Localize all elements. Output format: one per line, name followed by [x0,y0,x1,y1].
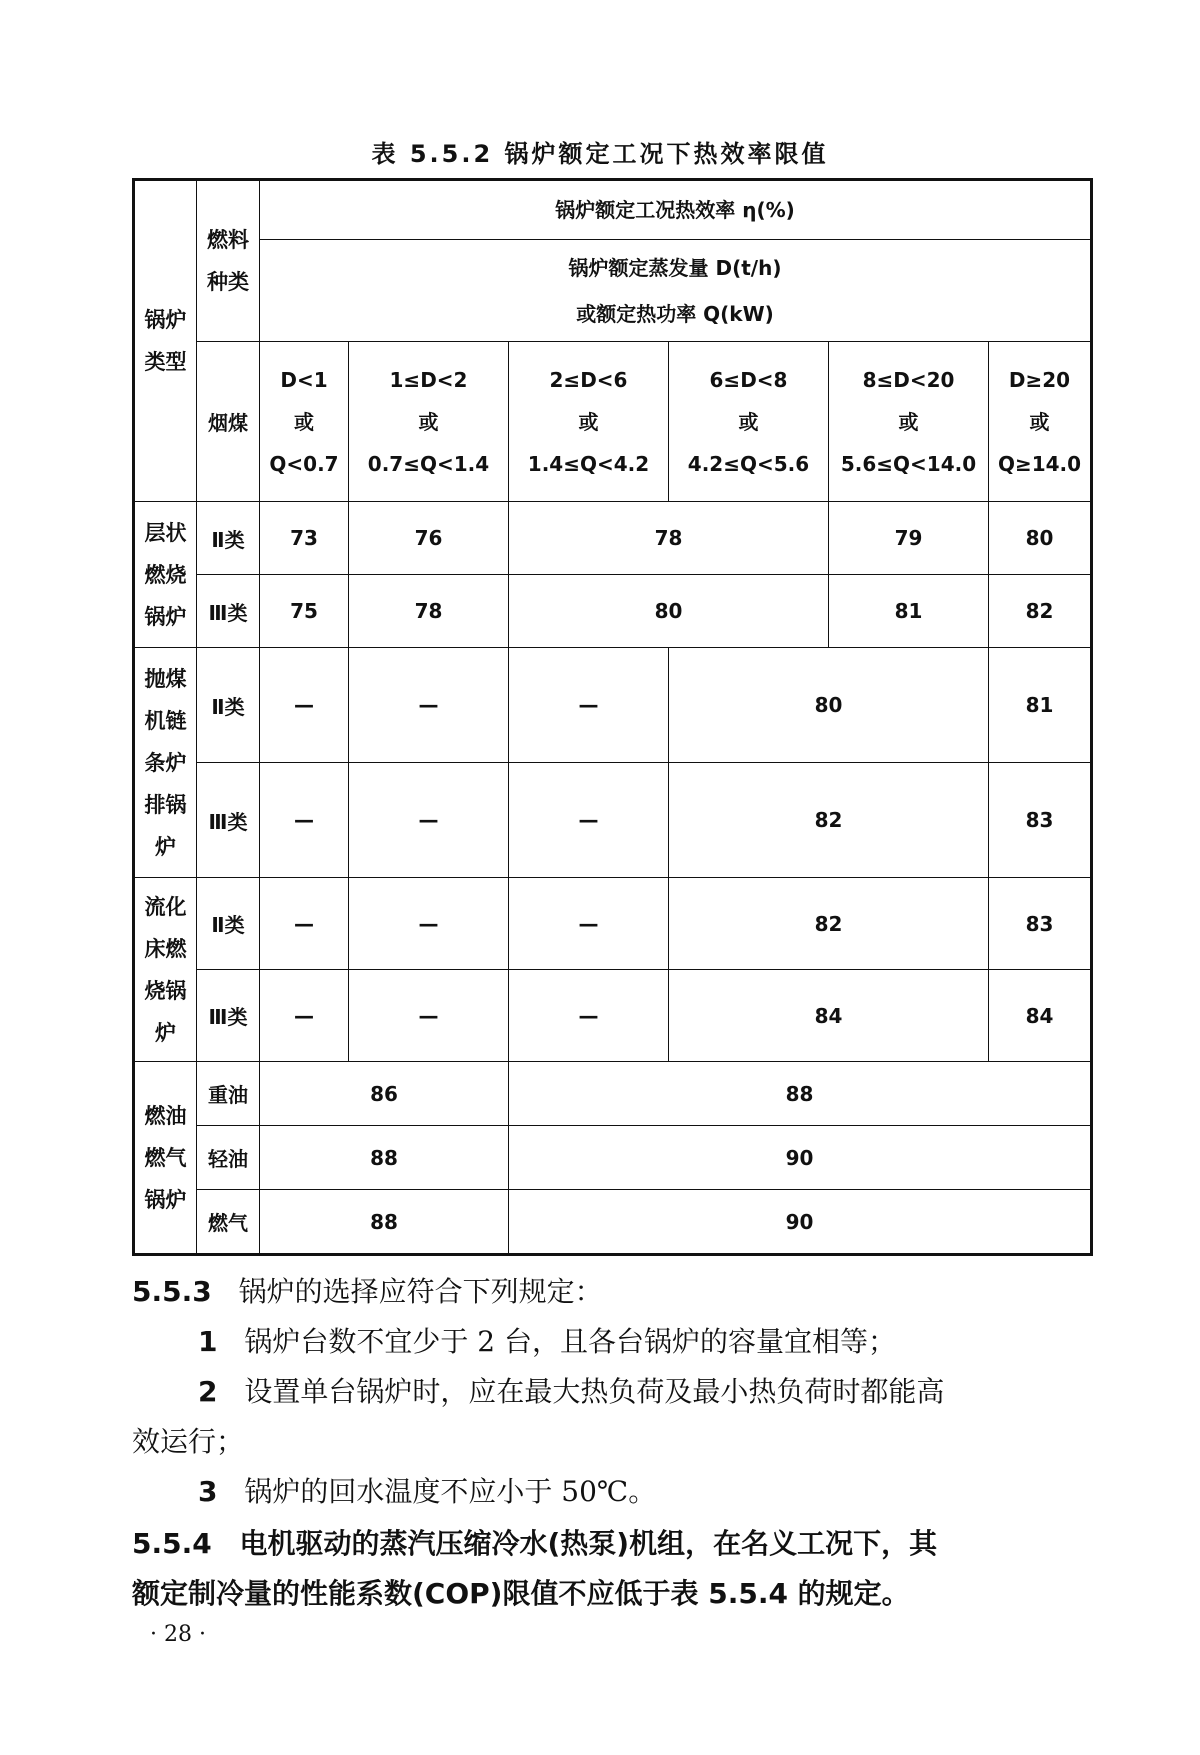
header-capacity [260,240,1092,342]
value-cell: 84 [669,970,989,1062]
value-cell: 84 [989,970,1092,1062]
value-cell: 80 [669,648,989,763]
category-cell: Ⅱ类 [197,878,260,970]
category-cell: 燃气 [197,1190,260,1255]
section-553-heading [132,1270,1090,1310]
value-cell: 80 [989,502,1092,575]
value-cell: — [349,970,509,1062]
category-cell: 轻油 [197,1126,260,1190]
category-cell: Ⅲ类 [197,763,260,878]
value-cell: 90 [509,1190,1092,1255]
range-col-2: 1≤D<2 或 0.7≤Q<1.4 [349,342,509,502]
list-item: 1 锅炉台数不宜少于 2 台，且各台锅炉的容量宜相等； [198,1325,897,1358]
header-boiler-type: 锅炉类型 [134,180,197,502]
value-cell: 86 [260,1062,509,1126]
category-cell: Ⅲ类 [197,575,260,648]
value-cell: — [260,970,349,1062]
range-col-6: D≥20 或 Q≥14.0 [989,342,1092,502]
value-cell: — [260,763,349,878]
value-cell: 88 [260,1190,509,1255]
header-bituminous: 烟煤 [197,342,260,502]
value-cell: 78 [509,502,829,575]
value-cell: 78 [349,575,509,648]
list-item-continuation: 效运行； [132,1425,245,1458]
value-cell: 82 [669,878,989,970]
value-cell: — [509,648,669,763]
value-cell: 83 [989,763,1092,878]
list-item: 3 锅炉的回水温度不应小于 50℃。 [198,1475,657,1508]
section-number: 5.5.4 [132,1527,212,1560]
header-capacity-line2: 或额定热功率 Q(kW) [576,301,774,326]
group-chain: 抛煤机链条炉排锅炉 [134,648,197,878]
category-cell: Ⅱ类 [197,502,260,575]
value-cell: 83 [989,878,1092,970]
section-554-line1: 5.5.4 电机驱动的蒸汽压缩冷水(热泵)机组，在名义工况下，其 [132,1527,938,1560]
table-row [134,1190,1092,1255]
section-number: 5.5.3 [132,1275,212,1308]
group-fluidized: 流化床燃烧锅炉 [134,878,197,1062]
table-row [134,502,1092,575]
section-554-line2: 额定制冷量的性能系数(COP)限值不应低于表 5.5.4 的规定。 [132,1577,910,1610]
value-cell: — [349,878,509,970]
value-cell: 81 [829,575,989,648]
range-col-1: D<1 或 Q<0.7 [260,342,349,502]
value-cell: 90 [509,1126,1092,1190]
value-cell: 88 [260,1126,509,1190]
efficiency-table [132,178,1093,1256]
value-cell: — [509,878,669,970]
value-cell: — [260,648,349,763]
range-col-3: 2≤D<6 或 1.4≤Q<4.2 [509,342,669,502]
value-cell: 73 [260,502,349,575]
section-text: 锅炉的选择应符合下列规定： [238,1275,603,1308]
value-cell: — [509,970,669,1062]
table-caption: 表 5.5.2 锅炉额定工况下热效率限值 [371,140,829,168]
category-cell: 重油 [197,1062,260,1126]
value-cell: 79 [829,502,989,575]
value-cell: — [349,648,509,763]
value-cell: — [349,763,509,878]
value-cell: 76 [349,502,509,575]
table-row [134,878,1092,970]
group-layered: 层状燃烧锅炉 [134,502,197,648]
header-efficiency-title: 锅炉额定工况热效率 η(%) [260,180,1092,240]
value-cell: 80 [509,575,829,648]
category-cell: Ⅱ类 [197,648,260,763]
value-cell: 82 [669,763,989,878]
value-cell: 81 [989,648,1092,763]
group-oilgas: 燃油燃气锅炉 [134,1062,197,1255]
value-cell: 88 [509,1062,1092,1126]
table-row [134,1126,1092,1190]
value-cell: — [509,763,669,878]
range-col-4: 6≤D<8 或 4.2≤Q<5.6 [669,342,829,502]
range-col-5: 8≤D<20 或 5.6≤Q<14.0 [829,342,989,502]
header-fuel-type: 燃料种类 [197,180,260,342]
table-row [134,970,1092,1062]
table-row [134,648,1092,763]
page-number: · 28 · [150,1622,206,1647]
header-capacity-line1: 锅炉额定蒸发量 D(t/h) [568,255,782,280]
table-row [134,1062,1092,1126]
value-cell: 82 [989,575,1092,648]
value-cell: 75 [260,575,349,648]
category-cell: Ⅲ类 [197,970,260,1062]
list-item: 2 设置单台锅炉时，应在最大热负荷及最小热负荷时都能高 [198,1375,945,1408]
table-row [134,763,1092,878]
table-row [134,575,1092,648]
value-cell: — [260,878,349,970]
